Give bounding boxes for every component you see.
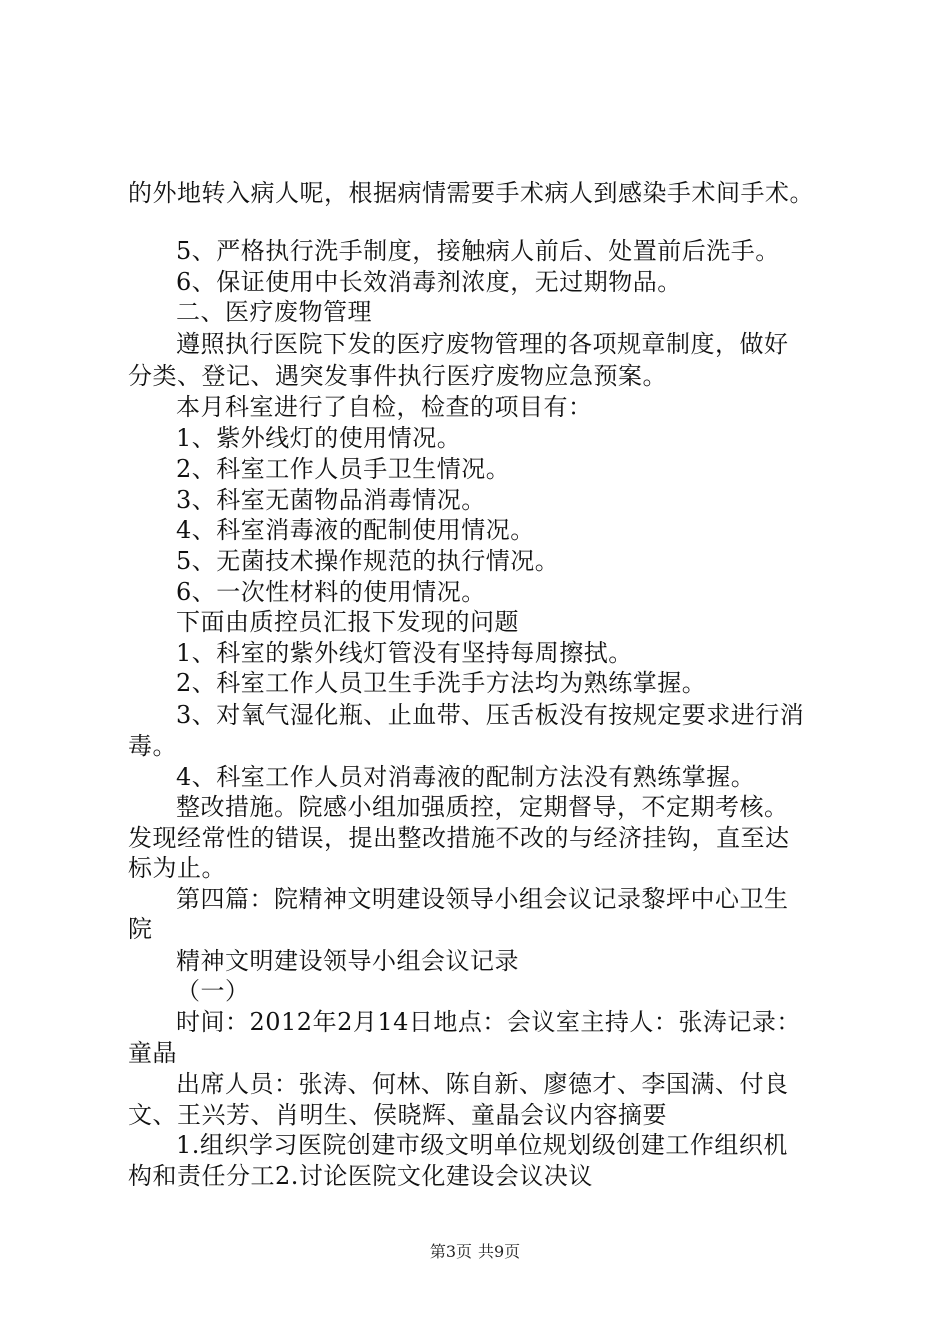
text-line: 发现经常性的错误，提出整改措施不改的与经济挂钩，直至达 bbox=[128, 824, 790, 852]
text-line: 遵照执行医院下发的医疗废物管理的各项规章制度，做好 bbox=[176, 330, 789, 358]
text-line: 童晶 bbox=[128, 1039, 177, 1067]
page-footer bbox=[0, 1242, 950, 1262]
list-item: 3、对氧气湿化瓶、止血带、压舌板没有按规定要求进行消 bbox=[176, 701, 805, 729]
page-number-current: 第3页 bbox=[429, 1242, 472, 1261]
list-item: 1、科室的紫外线灯管没有坚持每周擦拭。 bbox=[176, 639, 633, 667]
text-line: 毒。 bbox=[128, 732, 177, 760]
list-item: 3、科室无菌物品消毒情况。 bbox=[176, 486, 486, 514]
text-line: 出席人员：张涛、何林、陈自新、廖德才、李国满、付良 bbox=[176, 1070, 789, 1098]
list-item: 2、科室工作人员手卫生情况。 bbox=[176, 455, 511, 483]
text-line: 5、严格执行洗手制度，接触病人前后、处置前后洗手。 bbox=[176, 237, 780, 265]
text-line: 1.组织学习医院创建市级文明单位规划级创建工作组织机 bbox=[176, 1131, 788, 1159]
section-heading: 第四篇：院精神文明建设领导小组会议记录黎坪中心卫生 bbox=[176, 885, 789, 913]
page-number-total: 共9页 bbox=[478, 1242, 521, 1261]
text-line: 精神文明建设领导小组会议记录 bbox=[176, 947, 519, 975]
section-heading: 二、医疗废物管理 bbox=[176, 298, 372, 326]
text-line: 时间：2012年2月14日地点：会议室主持人：张涛记录： bbox=[176, 1008, 801, 1036]
text-line: 6、保证使用中长效消毒剂浓度，无过期物品。 bbox=[176, 268, 682, 296]
list-item: 6、一次性材料的使用情况。 bbox=[176, 578, 486, 606]
list-item: 4、科室工作人员对消毒液的配制方法没有熟练掌握。 bbox=[176, 763, 756, 791]
list-item: 5、无菌技术操作规范的执行情况。 bbox=[176, 547, 560, 575]
text-line: 下面由质控员汇报下发现的问题 bbox=[176, 608, 519, 636]
list-item: 1、紫外线灯的使用情况。 bbox=[176, 424, 462, 452]
text-line: 本月科室进行了自检，检查的项目有： bbox=[176, 393, 593, 421]
text-line: （一） bbox=[176, 977, 250, 1005]
text-line: 分类、登记、遇突发事件执行医疗废物应急预案。 bbox=[128, 362, 667, 390]
section-heading: 院 bbox=[128, 915, 153, 943]
text-line: 构和责任分工2.讨论医院文化建设会议决议 bbox=[128, 1162, 593, 1190]
text-line: 整改措施。院感小组加强质控，定期督导，不定期考核。 bbox=[176, 793, 789, 821]
list-item: 2、科室工作人员卫生手洗手方法均为熟练掌握。 bbox=[176, 669, 707, 697]
text-line: 的外地转入病人呢，根据病情需要手术病人到感染手术间手术。 bbox=[128, 179, 814, 207]
text-line: 文、王兴芳、肖明生、侯晓辉、童晶会议内容摘要 bbox=[128, 1101, 667, 1129]
text-line: 标为止。 bbox=[128, 854, 226, 882]
list-item: 4、科室消毒液的配制使用情况。 bbox=[176, 516, 535, 544]
